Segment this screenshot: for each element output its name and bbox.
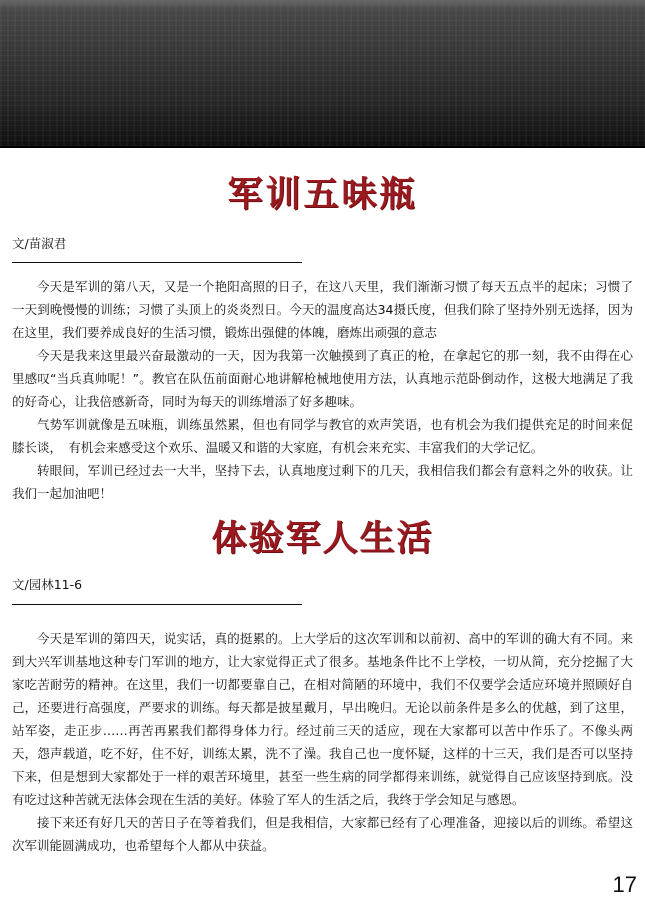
header-banner xyxy=(0,0,645,148)
article1-paragraph: 气势军训就像是五味瓶，训练虽然累，但也有同学与教官的欢声笑语，也有机会为我们提供充足的时间来促膝长谈， 有机会来感受这个欢乐、温暖又和谐的大家庭，有机会来充实、丰富我们的大学记忆。 xyxy=(12,417,633,455)
article1-author: 文/苗淑君 xyxy=(12,236,67,251)
article2-paragraph: 今天是军训的第四天，说实话，真的挺累的。上大学后的这次军训和以前初、高中的军训的确大有不同。来到大兴军训基地这种专门军训的地方，让大家觉得正式了很多。基地条件比不上学校，一切从简，充分挖掘了大家吃苦耐劳的精神。在这里，我们一切都要靠自己，在相对简陋的环境中，我们不仅要学会适应环境并照顾好自己，还要进行高强度，严要求的训练。每天都是披星戴月，早出晚归。无论以前条件是多么的优越，到了这里，站军姿，走正步……再苦再累我们都得身体力行。经过前三天的适应，现在大家都可以苦中作乐了。不像头两天，怨声载道，吃不好，住不好，训练太累，洗不了澡。我自己也一度怀疑，这样的十三天，我们是否可以坚持下来，但是想到大家都处于一样的艰苦环境里，甚至一些生病的同学都得来训练，就觉得自己应该坚持到底。没有吃过这种苦就无法体会现在生活的美好。体验了军人的生活之后，我终于学会知足与感恩。 xyxy=(12,631,633,807)
article1-paragraph: 转眼间，军训已经过去一大半，坚持下去，认真地度过剩下的几天，我相信我们都会有意料之外的收获。让我们一起加油吧！ xyxy=(12,463,633,501)
article2-paragraph: 接下来还有好几天的苦日子在等着我们，但是我相信，大家都已经有了心理准备，迎接以后的训练。希望这次军训能圆满成功，也希望每个人都从中获益。 xyxy=(12,815,633,853)
article1-divider xyxy=(12,262,302,263)
banner-highlight xyxy=(0,0,645,10)
article1-paragraph: 今天是我来这里最兴奋最激动的一天，因为我第一次触摸到了真正的枪，在拿起它的那一刻，我不由得在心里感叹“当兵真帅呢！”。教官在队伍前面耐心地讲解枪械地使用方法，认真地示范卧倒动作，这极大地满足了我的好奇心，让我倍感新奇，同时为每天的训练增添了好多趣味。 xyxy=(12,348,633,409)
article2-title: 体验军人生活 xyxy=(211,519,434,559)
page-number: 17 xyxy=(612,872,637,897)
article1-paragraph: 今天是军训的第八天，又是一个艳阳高照的日子，在这八天里，我们渐渐习惯了每天五点半的起床；习惯了一天到晚慢慢的训练；习惯了头顶上的炎炎烈日。今天的温度高达34摄氏度，但我们除了坚持外别无选择，因为在这里，我们要养成良好的生活习惯，锻炼出强健的体魄，磨炼出顽强的意志 xyxy=(12,279,633,340)
article1-title: 军训五味瓶 xyxy=(227,175,418,215)
article2-author: 文/园林11-6 xyxy=(12,577,83,592)
article2-body xyxy=(12,627,633,857)
article2-divider xyxy=(12,604,302,605)
article1-body xyxy=(12,275,633,505)
